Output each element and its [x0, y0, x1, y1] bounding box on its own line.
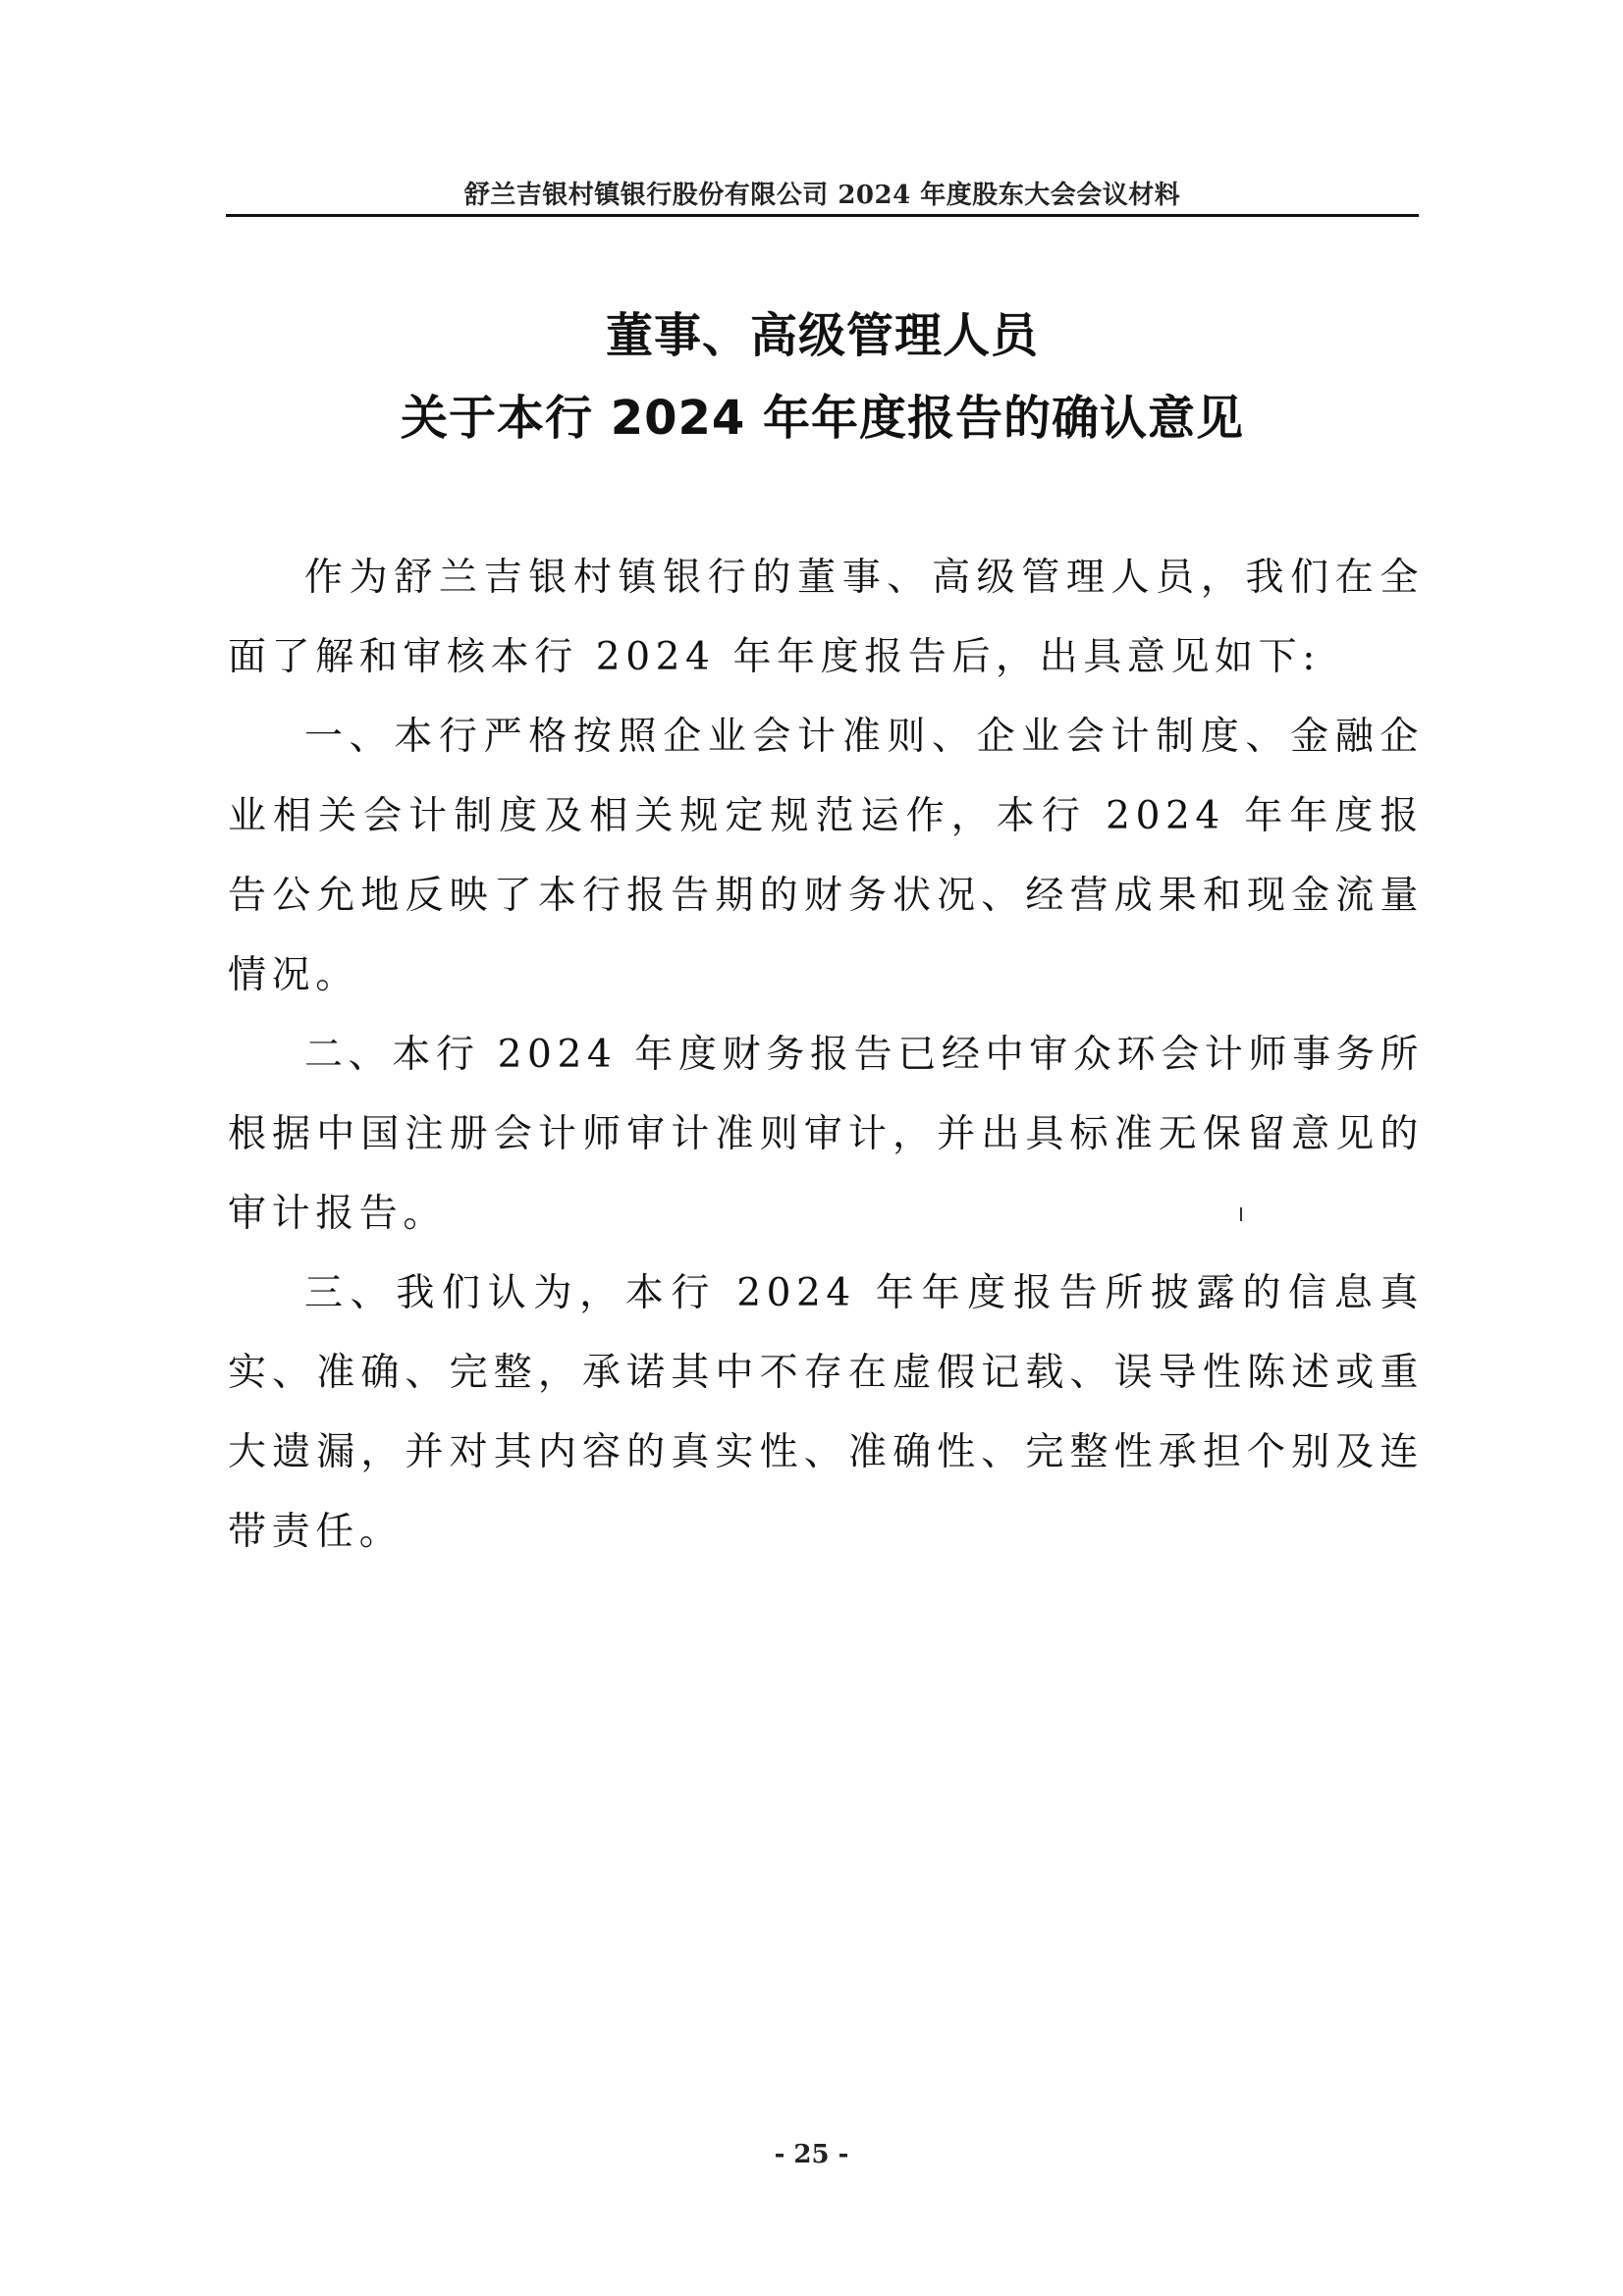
page-number: - 25 - — [774, 2140, 849, 2169]
document-body — [228, 538, 1424, 1572]
header-divider — [226, 214, 1419, 217]
running-header: 舒兰吉银村镇银行股份有限公司 2024 年度股东大会会议材料 — [463, 181, 1181, 210]
document-title-line-2: 关于本行 2024 年年度报告的确认意见 — [400, 391, 1245, 446]
body-paragraph-2: 二、本行 2024 年度财务报告已经中审众环会计师事务所根据中国注册会计师审计准则审计，并出具标准无保留意见的审计报告。 — [228, 1033, 1424, 1236]
document-title-line-1: 董事、高级管理人员 — [605, 308, 1039, 363]
body-paragraph-intro: 作为舒兰吉银村镇银行的董事、高级管理人员，我们在全面了解和审核本行 2024 年年度报告后，出具意见如下: — [228, 556, 1424, 679]
body-paragraph-3: 三、我们认为，本行 2024 年年度报告所披露的信息真实、准确、完整，承诺其中不存在虚假记载、误导性陈述或重大遗漏，并对其内容的真实性、准确性、完整性承担个别及连带责任。 — [228, 1271, 1424, 1554]
body-paragraph-1: 一、本行严格按照企业会计准则、企业会计制度、金融企业相关会计制度及相关规定规范运作，本行 2024 年年度报告公允地反映了本行报告期的财务状况、经营成果和现金流量情况。 — [228, 715, 1424, 997]
scan-mark — [1240, 1207, 1242, 1221]
